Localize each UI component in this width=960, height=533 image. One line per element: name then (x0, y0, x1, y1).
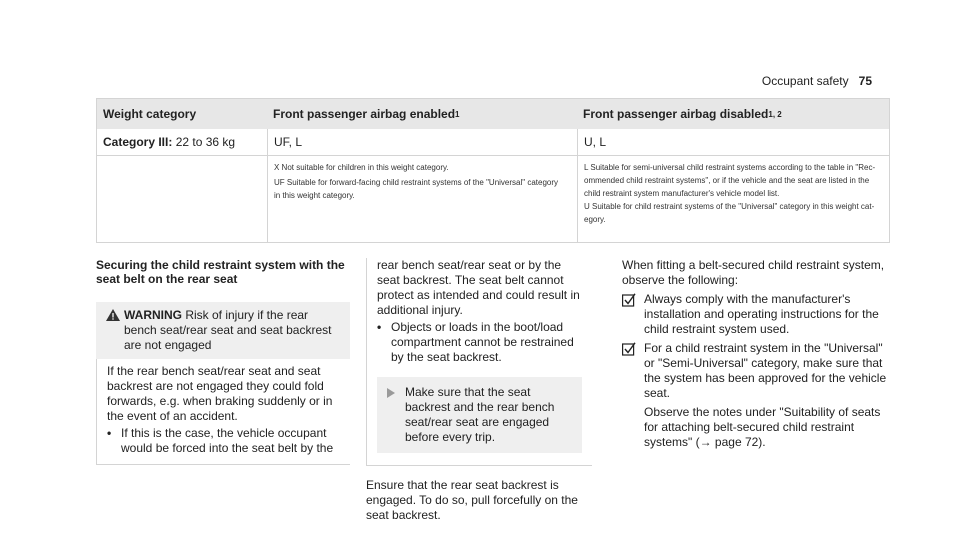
table-header-row (97, 99, 889, 129)
page-number: 75 (858, 74, 872, 88)
column-3 (622, 258, 892, 450)
checkbox-icon (622, 342, 636, 356)
header-weight-category: Weight category (103, 107, 197, 121)
checklist-item: Always comply with the manufacturer's installation and operating instructions for the child restraint system used. (622, 292, 892, 337)
running-header (762, 74, 872, 88)
paragraph: When fitting a belt-secured child restraint system, observe the following: (622, 258, 885, 287)
list-item: • If this is the case, the vehicle occupant would be forced into the seat belt by the (107, 426, 334, 455)
column-1 (96, 258, 350, 465)
warning-box (96, 302, 350, 359)
notes-left: X Not suitable for children in this weight category. UF Suitable for forward-facing child restraint systems of the "Universal" category in this weight category. (267, 156, 577, 242)
header-airbag-enabled: Front passenger airbag enabled 1 (273, 107, 460, 121)
list-item: • Objects or loads in the boot/load compartment cannot be restrained by the seat backrest. (377, 320, 574, 364)
warning-body: If the rear bench seat/rear seat and seat backrest are not engaged they could fold forwards, e.g. when braking suddenly or in the event of an accident. • If this is the case, the vehicle occupant would be forced into the seat belt by the (96, 359, 350, 465)
checklist-item: For a child restraint system in the "Universal" or "Semi-Universal" category, make sure that the system has been approved for the vehicle seat. Observe the notes under "Suitability of seats for attaching belt-secured child restraint systems" (→ page 72). (622, 341, 892, 450)
header-airbag-disabled: Front passenger airbag disabled 1, 2 (583, 107, 782, 121)
warning-label: WARNING (124, 308, 182, 322)
paragraph: Ensure that the rear seat backrest is engaged. To do so, pull forcefully on the seat backrest. (366, 478, 578, 522)
instruction-step: Make sure that the seat backrest and the rear bench seat/rear seat are engaged before every trip. (377, 377, 582, 453)
section-heading: Securing the child restraint system with the seat belt on the rear seat (96, 258, 345, 286)
warning-continuation: rear bench seat/rear seat or by the seat backrest. The seat belt cannot protect as intended and could result in additional injury. • Objects or loads in the boot/load compartment cannot be restrained by the seat backrest. Make sure that the seat backrest and the rear bench seat/rear seat are engaged before every trip. (366, 258, 592, 466)
warning-text: Risk of injury if the rear bench seat/rear seat and seat backrest are not engaged (124, 308, 332, 352)
column-2 (366, 258, 592, 523)
category-cell: Category III: 22 to 36 kg (103, 135, 236, 149)
section-title: Occupant safety (761, 74, 849, 88)
enabled-cell: UF, L (267, 129, 577, 155)
notes-right: L Suitable for semi-universal child restraint systems according to the table in "Rec- ommended child restraint systems", or if the vehicle and the seat are listed in the child restraint system manufacturer's vehicle model list. U Suitable for child restraint systems of the "Universal" category in this weight cat- egory. (577, 156, 889, 242)
table-row (97, 129, 889, 156)
child-seat-table (96, 98, 890, 243)
warning-triangle-icon (106, 309, 120, 321)
table-notes-row (97, 156, 889, 242)
disabled-cell: U, L (577, 129, 889, 155)
arrow-right-icon (387, 388, 395, 398)
checkbox-icon (622, 293, 636, 307)
